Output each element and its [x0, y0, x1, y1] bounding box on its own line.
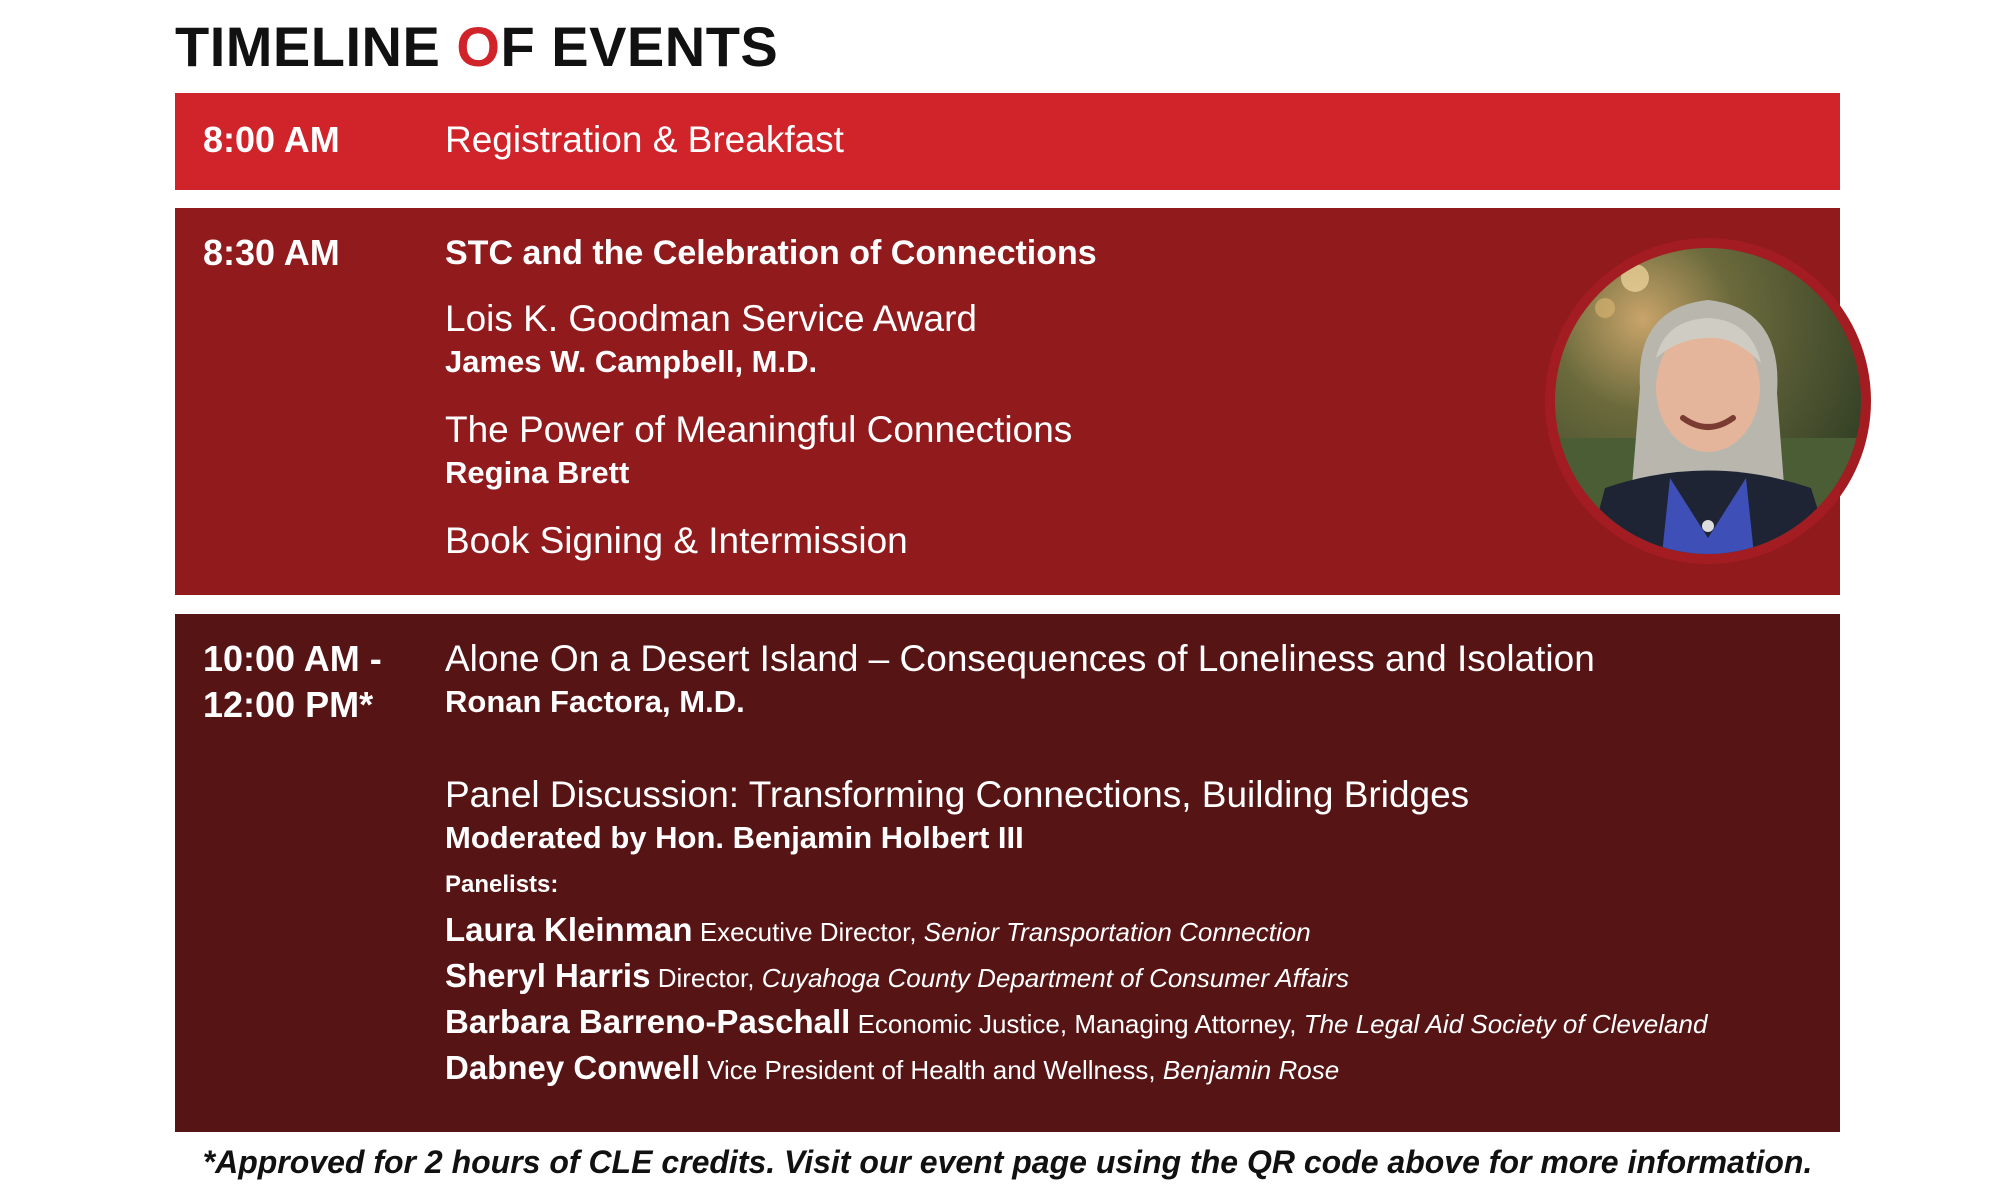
event-time: [203, 636, 382, 728]
panelist-row: [445, 954, 1820, 1000]
event-speaker: Regina Brett: [445, 455, 630, 490]
panelist-org: Senior Transportation Connection: [923, 917, 1311, 947]
title-text: TIMELINE: [175, 15, 457, 78]
panelists-label: Panelists:: [445, 871, 559, 898]
panelist-name: Laura Kleinman: [445, 911, 693, 948]
panelist-org: Cuyahoga County Department of Consumer Affairs: [761, 963, 1349, 993]
panelist-role: Vice President of Health and Wellness,: [707, 1055, 1156, 1085]
portrait-image: [1545, 238, 1871, 564]
event-title: The Power of Meaningful Connections: [445, 409, 1073, 450]
event-title: Panel Discussion: Transforming Connections, Building Bridges: [445, 774, 1470, 815]
event-title: Book Signing & Intermission: [445, 520, 908, 561]
event-speaker: Ronan Factora, M.D.: [445, 684, 745, 719]
event-title: Lois K. Goodman Service Award: [445, 298, 977, 339]
panelist-org: The Legal Aid Society of Cleveland: [1303, 1009, 1708, 1039]
event-heading: STC and the Celebration of Connections: [445, 234, 1097, 272]
event-content: [445, 636, 1820, 1092]
title-accent-letter: O: [456, 15, 501, 78]
panelist-role: Executive Director,: [699, 917, 917, 947]
event-row-1000: [175, 614, 1840, 1132]
title-text-end: F EVENTS: [500, 15, 779, 78]
panelist-row: [445, 908, 1820, 954]
event-row-0800: [175, 93, 1840, 190]
event-speaker: James W. Campbell, M.D.: [445, 344, 818, 379]
event-time: 8:00 AM: [203, 119, 340, 160]
page-title: [175, 14, 778, 80]
panelist-row: [445, 1046, 1820, 1092]
cle-footnote: *Approved for 2 hours of CLE credits. Visit our event page using the QR code above for more information.: [202, 1144, 1813, 1180]
event-title: Registration & Breakfast: [445, 119, 844, 160]
panelist-row: [445, 1000, 1820, 1046]
event-content: [445, 117, 1820, 163]
panelist-role: Economic Justice, Managing Attorney,: [857, 1009, 1297, 1039]
panelist-org: Benjamin Rose: [1162, 1055, 1340, 1085]
event-time: 8:30 AM: [203, 232, 340, 273]
event-time-end: 12:00 PM*: [203, 684, 374, 725]
event-time-start: 10:00 AM -: [203, 638, 382, 679]
speaker-photo: [1545, 238, 1871, 564]
event-speaker: Moderated by Hon. Benjamin Holbert III: [445, 820, 1024, 855]
panelist-name: Dabney Conwell: [445, 1049, 700, 1086]
event-content: [445, 230, 1510, 564]
panelist-name: Sheryl Harris: [445, 957, 651, 994]
panelist-name: Barbara Barreno-Paschall: [445, 1003, 851, 1040]
panelist-role: Director,: [657, 963, 755, 993]
event-title: Alone On a Desert Island – Consequences of Loneliness and Isolation: [445, 638, 1595, 679]
